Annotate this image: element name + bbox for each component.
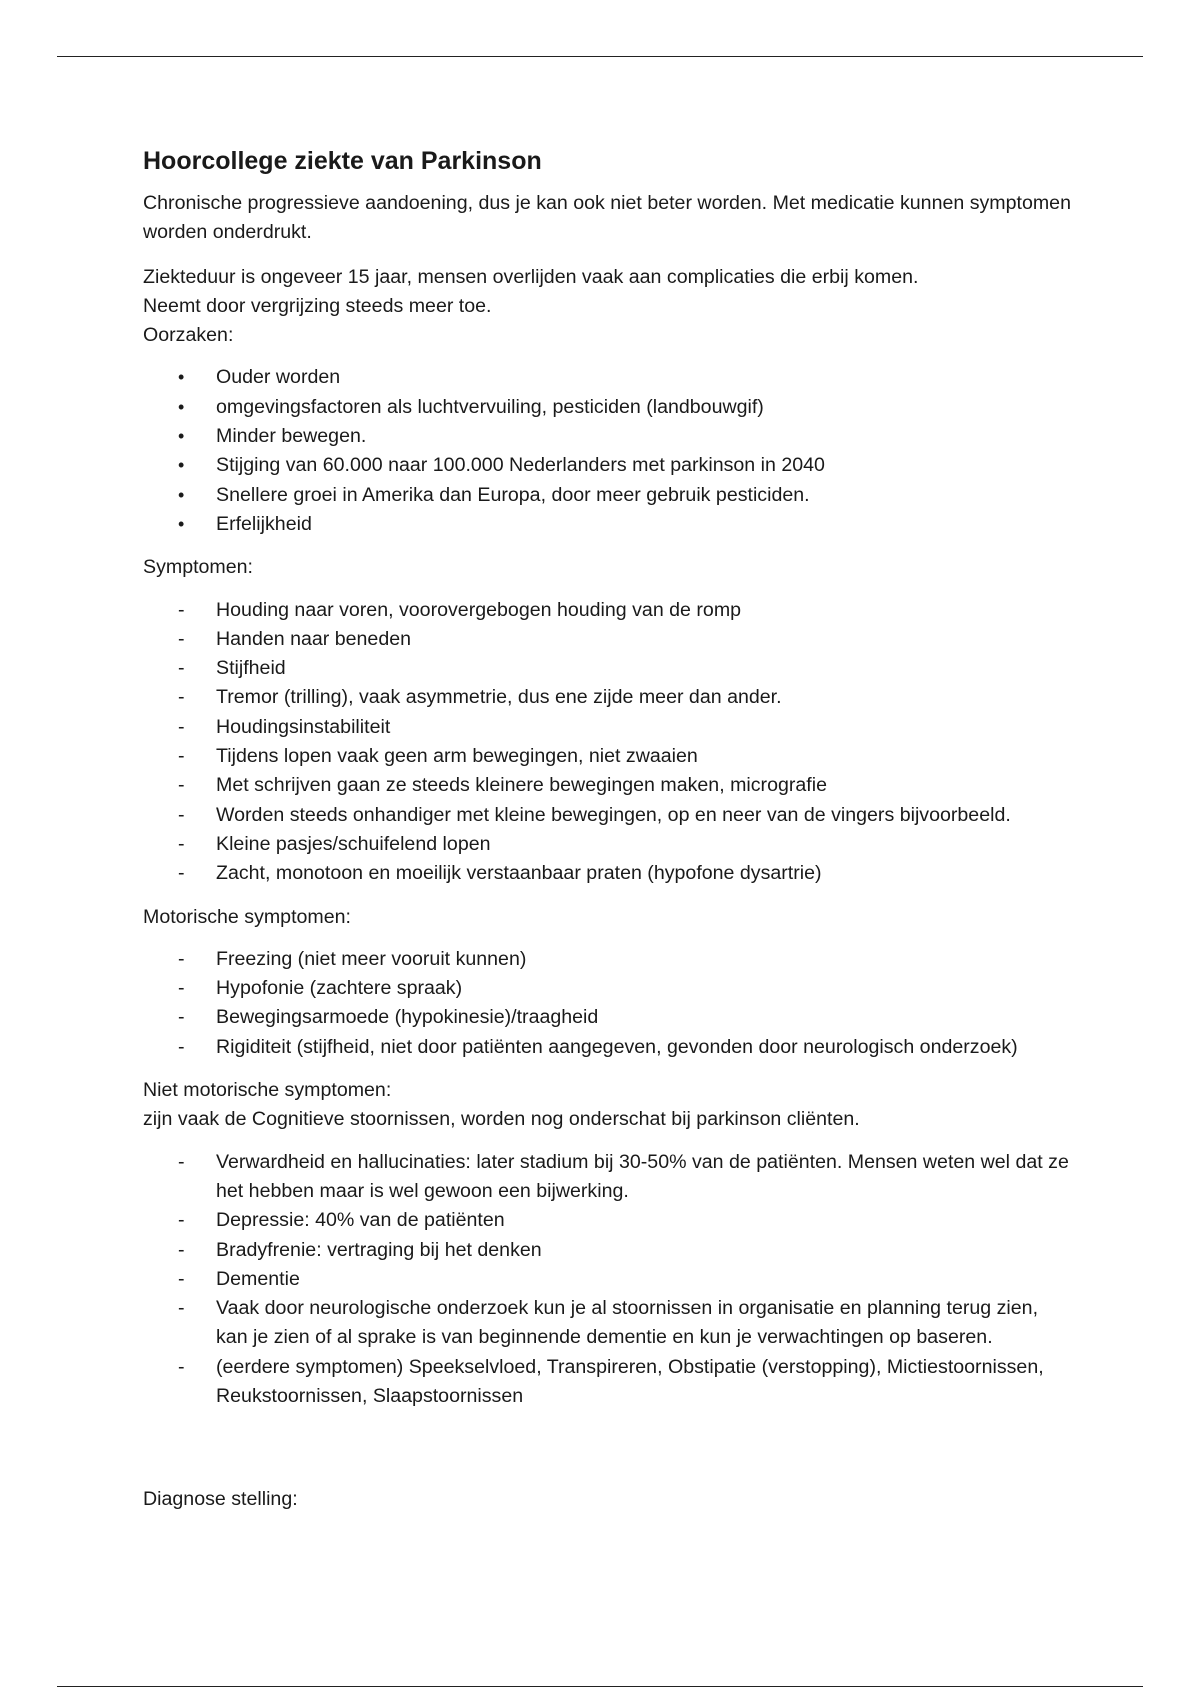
causes-list [143,363,1073,539]
dash-icon: - [178,1006,185,1029]
bullet-icon: • [178,396,185,417]
dash-icon: - [178,1238,185,1261]
list-item: • Erfelijkheid [143,510,1073,539]
list-item: - Kleine pasjes/schuifelend lopen [143,830,1073,859]
dash-icon: - [178,1297,185,1320]
list-item: - Houdingsinstabiliteit [143,713,1073,742]
list-item: - Rigiditeit (stijfheid, niet door patiënten aangegeven, gevonden door neurologisch onderzoek) [143,1033,1073,1062]
bullet-icon: • [178,484,185,505]
page-top-rule [57,56,1143,57]
list-item: - Dementie [143,1265,1073,1294]
list-item: - Hypofonie (zachtere spraak) [143,974,1073,1003]
dash-icon: - [178,686,185,709]
page-bottom-rule [57,1686,1143,1687]
list-item: - Stijfheid [143,654,1073,683]
dash-icon: - [178,774,185,797]
list-item: - Bradyfrenie: vertraging bij het denken [143,1236,1073,1265]
motor-symptoms-list [143,945,1073,1062]
document-body [143,140,1073,1515]
list-item: - Verwardheid en hallucinaties: later stadium bij 30-50% van de patiënten. Mensen weten wel dat ze het hebben maar is wel gewoon een bijwerking. [143,1148,1073,1207]
dash-icon: - [178,1355,185,1378]
dash-icon: - [178,1150,185,1173]
list-item: • Minder bewegen. [143,422,1073,451]
list-item: - Depressie: 40% van de patiënten [143,1206,1073,1235]
symptoms-list [143,596,1073,889]
blank-space [143,1425,1073,1485]
duration-line-1: Ziekteduur is ongeveer 15 jaar, mensen overlijden vaak aan complicaties die erbij komen. [143,265,919,288]
dash-icon: - [178,598,185,621]
dash-icon: - [178,715,185,738]
motor-symptoms-heading: Motorische symptomen: [143,905,351,928]
symptoms-heading: Symptomen: [143,556,253,579]
dash-icon: - [178,803,185,826]
dash-icon: - [178,745,185,768]
bullet-icon: • [178,513,185,534]
dash-icon: - [178,947,185,970]
list-item: - Bewegingsarmoede (hypokinesie)/traagheid [143,1003,1073,1032]
list-item: • Snellere groei in Amerika dan Europa, door meer gebruik pesticiden. [143,481,1073,510]
dash-icon: - [178,1267,185,1290]
bullet-icon: • [178,426,185,447]
list-item: - Tremor (trilling), vaak asymmetrie, dus ene zijde meer dan ander. [143,683,1073,712]
nonmotor-intro: zijn vaak de Cognitieve stoornissen, worden nog onderschat bij parkinson cliënten. [143,1108,860,1131]
nonmotor-symptoms-list [143,1148,1073,1412]
causes-heading: Oorzaken: [143,324,234,347]
dash-icon: - [178,657,185,680]
list-item: • Ouder worden [143,363,1073,392]
list-item: - (eerdere symptomen) Speekselvloed, Transpireren, Obstipatie (verstopping), Mictiestoornissen, Reukstoornissen, Slaapstoornissen [143,1353,1073,1412]
list-item: - Zacht, monotoon en moeilijk verstaanbaar praten (hypofone dysartrie) [143,859,1073,888]
intro-paragraph: Chronische progressieve aandoening, dus je kan ook niet beter worden. Met medicatie kunnen symptomen worden onderdrukt. [143,192,1071,244]
document-title: Hoorcollege ziekte van Parkinson [143,147,542,175]
list-item: - Freezing (niet meer vooruit kunnen) [143,945,1073,974]
nonmotor-symptoms-heading: Niet motorische symptomen: [143,1079,392,1102]
dash-icon: - [178,1209,185,1232]
dash-icon: - [178,627,185,650]
list-item: • Stijging van 60.000 naar 100.000 Nederlanders met parkinson in 2040 [143,451,1073,480]
dash-icon: - [178,977,185,1000]
list-item: • omgevingsfactoren als luchtvervuiling, pesticiden (landbouwgif) [143,393,1073,422]
list-item: - Houding naar voren, voorovergebogen houding van de romp [143,596,1073,625]
bullet-icon: • [178,455,185,476]
bullet-icon: • [178,367,185,388]
list-item: - Vaak door neurologische onderzoek kun je al stoornissen in organisatie en planning terug zien, kan je zien of al sprake is van beginnende dementie en kun je verwachtingen op baseren. [143,1294,1073,1353]
list-item: - Met schrijven gaan ze steeds kleinere bewegingen maken, micrografie [143,771,1073,800]
list-item: - Handen naar beneden [143,625,1073,654]
dash-icon: - [178,862,185,885]
list-item: - Worden steeds onhandiger met kleine bewegingen, op en neer van de vingers bijvoorbeeld. [143,801,1073,830]
diagnosis-heading: Diagnose stelling: [143,1488,298,1511]
duration-line-2: Neemt door vergrijzing steeds meer toe. [143,294,492,317]
dash-icon: - [178,1035,185,1058]
dash-icon: - [178,832,185,855]
list-item: - Tijdens lopen vaak geen arm bewegingen, niet zwaaien [143,742,1073,771]
